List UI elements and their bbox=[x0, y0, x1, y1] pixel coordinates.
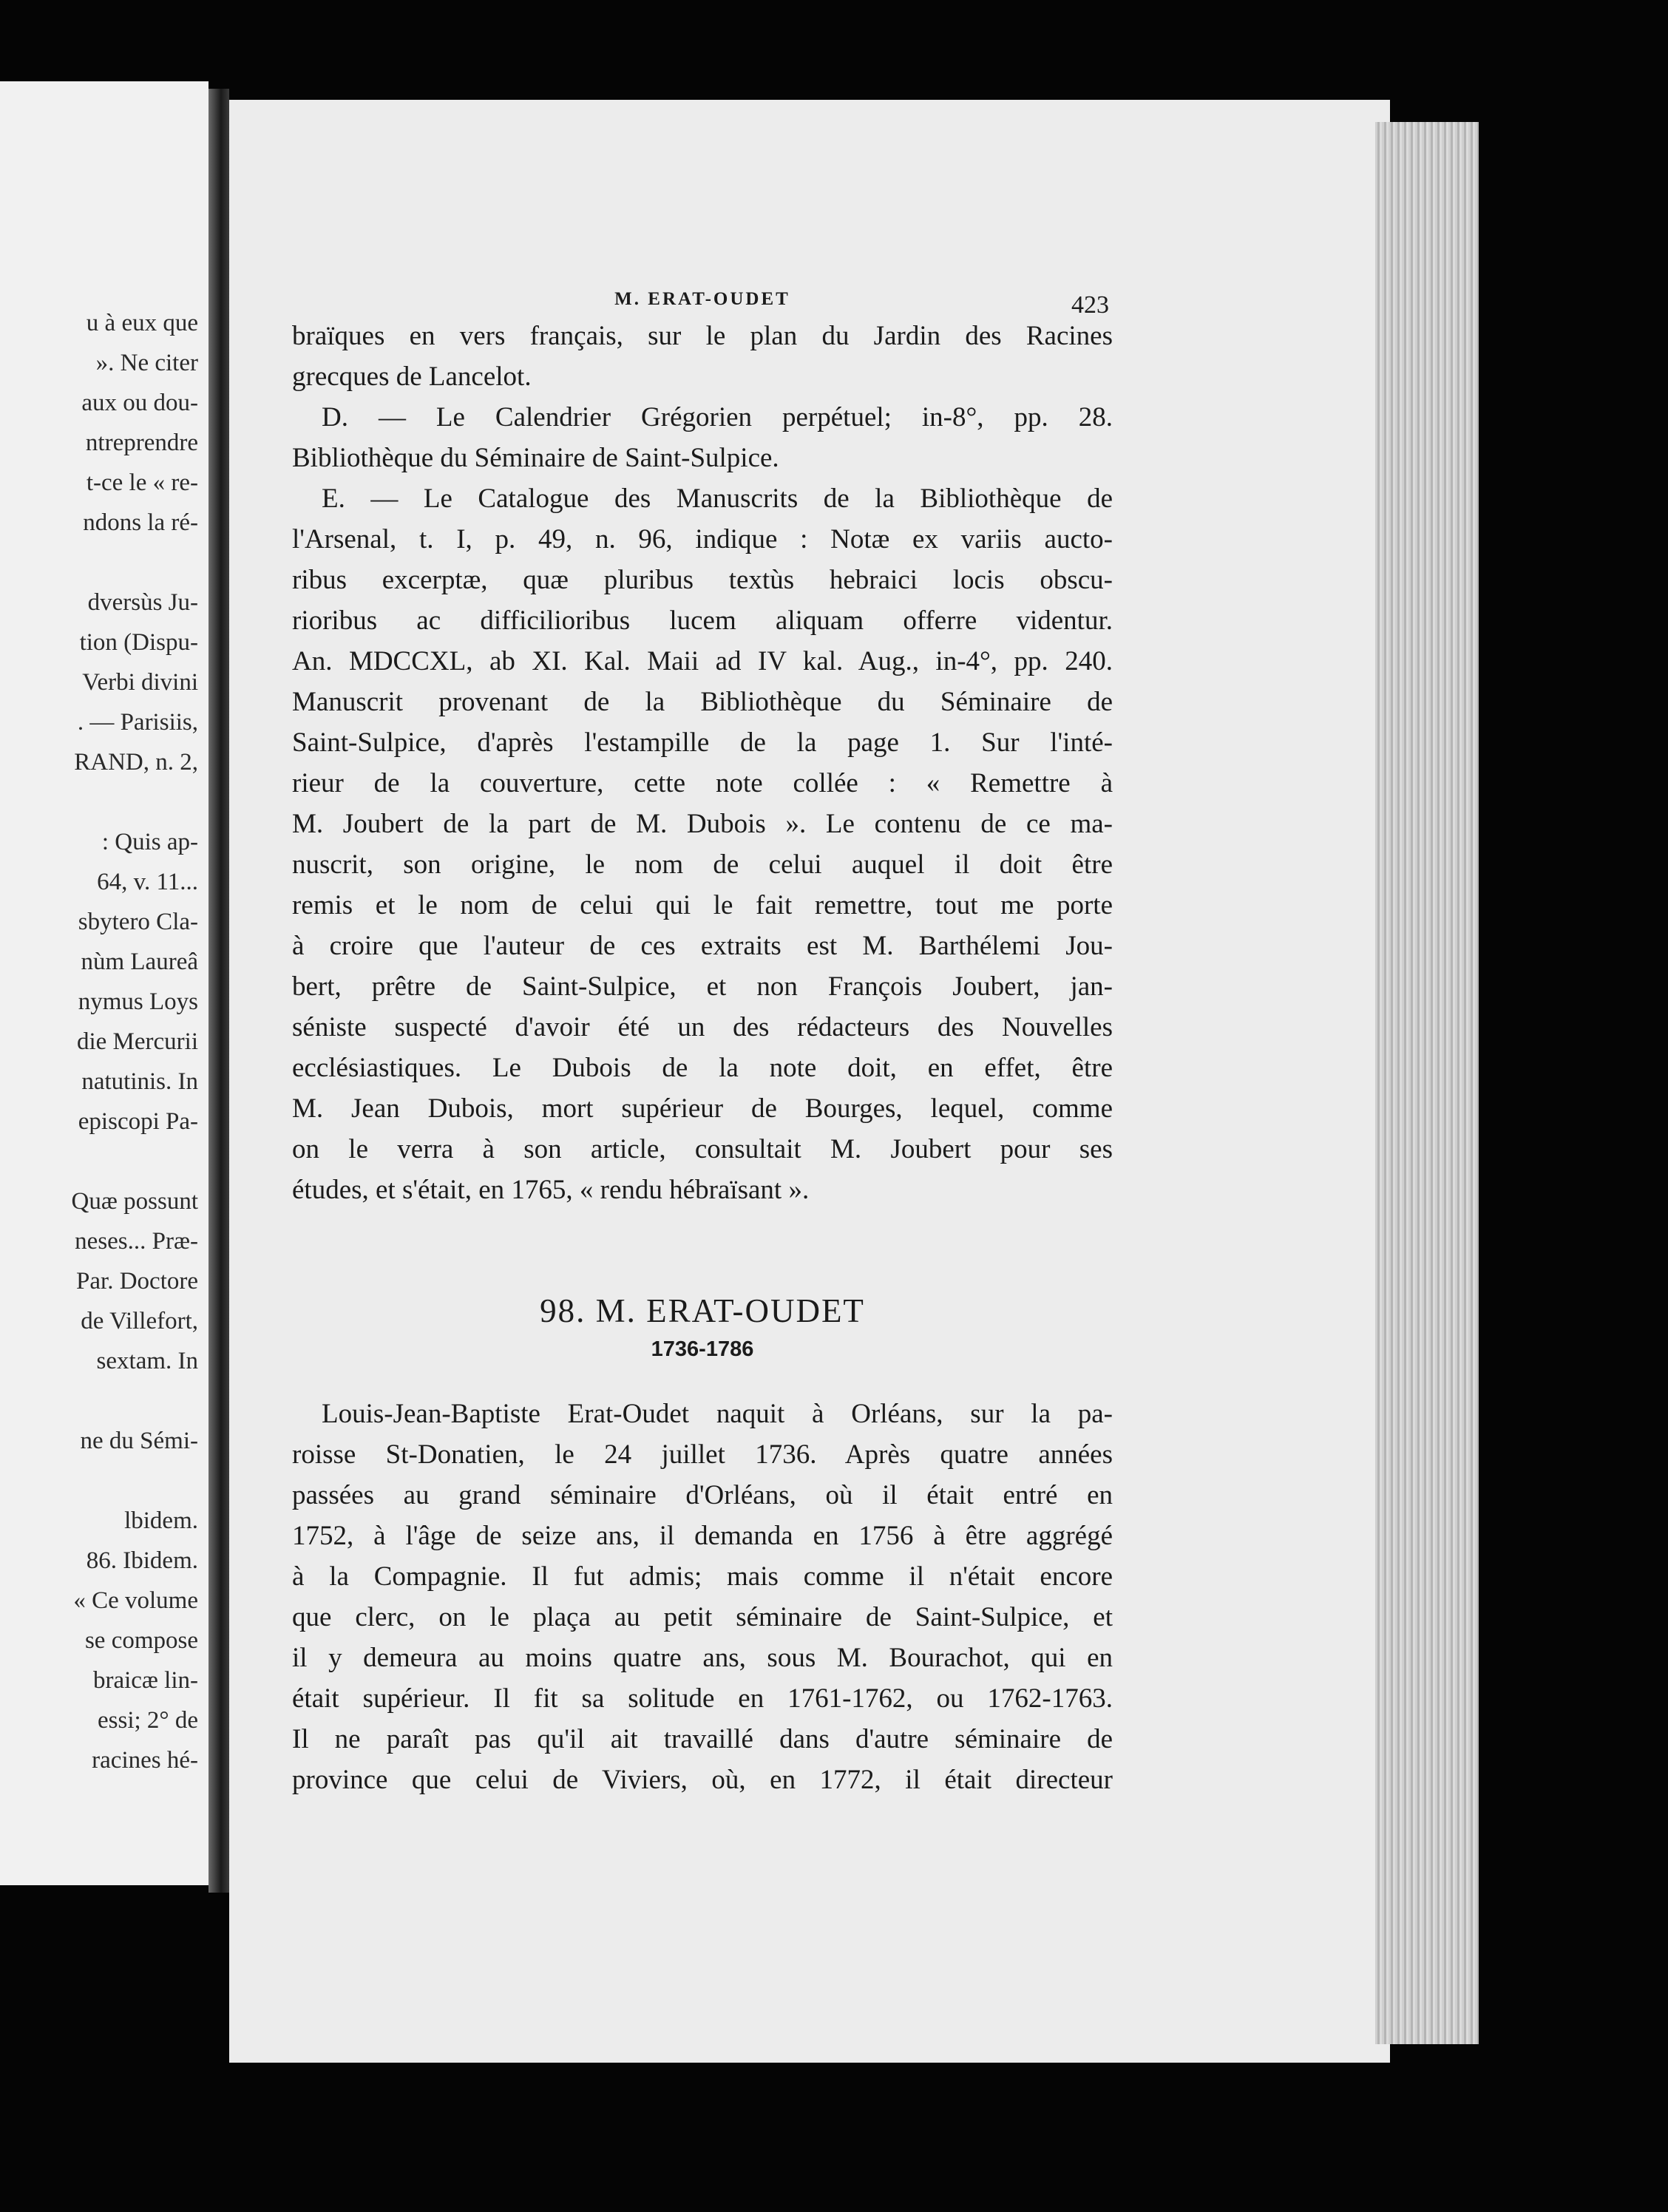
text-line: à croire que l'auteur de ces extraits est M. Barthélemi Jou- bbox=[292, 931, 1113, 961]
running-head: M. ERAT-OUDET bbox=[614, 289, 790, 309]
left-text-fragment: lbidem. bbox=[124, 1507, 198, 1534]
section-dates: 1736-1786 bbox=[651, 1337, 754, 1361]
left-text-fragment: Quæ possunt bbox=[71, 1188, 198, 1215]
left-text-fragment: neses... Præ- bbox=[75, 1228, 198, 1255]
left-text-fragment: t-ce le « re- bbox=[86, 469, 198, 496]
text-line: que clerc, on le plaça au petit séminaire de Saint-Sulpice, et bbox=[292, 1602, 1113, 1632]
left-text-fragment: essi; 2° de bbox=[97, 1707, 198, 1734]
left-text-fragment: 64, v. 11... bbox=[97, 869, 198, 895]
left-text-fragment: de Villefort, bbox=[81, 1308, 198, 1334]
text-line: An. MDCCXL, ab XI. Kal. Maii ad IV kal. Aug., in-4°, pp. 240. bbox=[292, 646, 1113, 676]
page-number: 423 bbox=[1071, 291, 1109, 319]
section-heading: 98. M. ERAT-OUDET bbox=[540, 1292, 865, 1329]
paragraph-bottom bbox=[292, 1394, 1113, 1800]
left-text-fragment: RAND, n. 2, bbox=[74, 749, 198, 776]
left-page bbox=[0, 81, 208, 1885]
text-line: études, et s'était, en 1765, « rendu hébraïsant ». bbox=[292, 1175, 810, 1205]
left-text-fragment bbox=[72, 543, 198, 583]
left-text-fragment: sextam. In bbox=[96, 1348, 198, 1374]
left-text-fragment: dversùs Ju- bbox=[87, 589, 198, 616]
text-line: séniste suspecté d'avoir été un des rédacteurs des Nouvelles bbox=[292, 1012, 1113, 1042]
text-line: il y demeura au moins quatre ans, sous M. Bourachot, qui en bbox=[292, 1643, 1113, 1673]
left-text-fragment: 86. Ibidem. bbox=[86, 1547, 198, 1574]
text-line: 1752, à l'âge de seize ans, il demanda en 1756 à être aggrégé bbox=[292, 1521, 1113, 1551]
text-line: ecclésiastiques. Le Dubois de la note doit, en effet, être bbox=[292, 1053, 1113, 1083]
left-text-fragment: episcopi Pa- bbox=[78, 1108, 198, 1135]
text-line: Bibliothèque du Séminaire de Saint-Sulpice. bbox=[292, 443, 779, 473]
text-line: était supérieur. Il fit sa solitude en 1761-1762, ou 1762-1763. bbox=[292, 1683, 1113, 1714]
left-text-fragment: ». Ne citer bbox=[95, 350, 198, 376]
text-line: M. Joubert de la part de M. Dubois ». Le contenu de ce ma- bbox=[292, 809, 1113, 839]
book-gutter bbox=[208, 89, 229, 1893]
text-line: Louis-Jean-Baptiste Erat-Oudet naquit à Orléans, sur la pa- bbox=[322, 1399, 1113, 1429]
left-text-fragment: sbytero Cla- bbox=[78, 909, 198, 935]
left-text-fragment bbox=[72, 1381, 198, 1421]
left-text-fragment bbox=[72, 1141, 198, 1181]
text-line: roisse St-Donatien, le 24 juillet 1736. Après quatre années bbox=[292, 1439, 1113, 1470]
page-edges bbox=[1375, 122, 1479, 2044]
left-text-fragment: : Quis ap- bbox=[101, 829, 198, 855]
text-line: bert, prêtre de Saint-Sulpice, et non François Joubert, jan- bbox=[292, 971, 1113, 1002]
text-line: Manuscrit provenant de la Bibliothèque du Séminaire de bbox=[292, 687, 1113, 717]
text-line: grecques de Lancelot. bbox=[292, 362, 532, 392]
left-text-fragment: « Ce volume bbox=[73, 1587, 198, 1614]
left-text-fragment bbox=[72, 1461, 198, 1501]
left-text-fragment: tion (Dispu- bbox=[79, 629, 198, 656]
left-text-fragment: natutinis. In bbox=[81, 1068, 198, 1095]
text-line: nuscrit, son origine, le nom de celui auquel il doit être bbox=[292, 849, 1113, 880]
text-line: on le verra à son article, consultait M. Joubert pour ses bbox=[292, 1134, 1113, 1164]
left-text-fragment: ndons la ré- bbox=[83, 509, 198, 536]
left-text-fragment: se compose bbox=[84, 1627, 198, 1654]
text-line: à la Compagnie. Il fut admis; mais comme il n'était encore bbox=[292, 1561, 1113, 1592]
text-line: E. — Le Catalogue des Manuscrits de la Bibliothèque de bbox=[322, 484, 1113, 514]
text-line: l'Arsenal, t. I, p. 49, n. 96, indique : Notæ ex variis aucto- bbox=[292, 524, 1113, 554]
text-line: remis et le nom de celui qui le fait remettre, tout me porte bbox=[292, 890, 1113, 920]
text-line: ribus excerptæ, quæ pluribus textùs hebraici locis obscu- bbox=[292, 565, 1113, 595]
text-line: D. — Le Calendrier Grégorien perpétuel; in-8°, pp. 28. bbox=[322, 402, 1113, 432]
text-line: province que celui de Viviers, où, en 1772, il était directeur bbox=[292, 1765, 1113, 1795]
left-text-fragment: Verbi divini bbox=[82, 669, 198, 696]
left-page-text bbox=[72, 303, 198, 1780]
paragraph-top bbox=[292, 316, 1113, 1210]
text-line: rioribus ac difficilioribus lucem aliquam offerre videntur. bbox=[292, 605, 1113, 636]
left-text-fragment: nymus Loys bbox=[78, 988, 198, 1015]
text-line: M. Jean Dubois, mort supérieur de Bourges, lequel, comme bbox=[292, 1093, 1113, 1124]
left-text-fragment: die Mercurii bbox=[76, 1028, 198, 1055]
left-text-fragment: nùm Laureâ bbox=[81, 949, 198, 975]
text-line: braïques en vers français, sur le plan du Jardin des Racines bbox=[292, 321, 1113, 351]
text-line: Il ne paraît pas qu'il ait travaillé dans d'autre séminaire de bbox=[292, 1724, 1113, 1754]
left-text-fragment: . — Parisiis, bbox=[77, 709, 198, 736]
text-line: rieur de la couverture, cette note collée : « Remettre à bbox=[292, 768, 1113, 798]
left-text-fragment bbox=[72, 782, 198, 822]
left-text-fragment: ntreprendre bbox=[85, 430, 198, 456]
left-text-fragment: Par. Doctore bbox=[76, 1268, 198, 1295]
text-line: Saint-Sulpice, d'après l'estampille de la page 1. Sur l'inté- bbox=[292, 727, 1113, 758]
left-text-fragment: u à eux que bbox=[86, 310, 198, 336]
left-text-fragment: braicæ lin- bbox=[92, 1667, 198, 1694]
left-text-fragment: racines hé- bbox=[92, 1747, 198, 1774]
left-text-fragment: aux ou dou- bbox=[81, 390, 198, 416]
left-text-fragment: ne du Sémi- bbox=[80, 1428, 198, 1454]
text-line: passées au grand séminaire d'Orléans, où il était entré en bbox=[292, 1480, 1113, 1510]
